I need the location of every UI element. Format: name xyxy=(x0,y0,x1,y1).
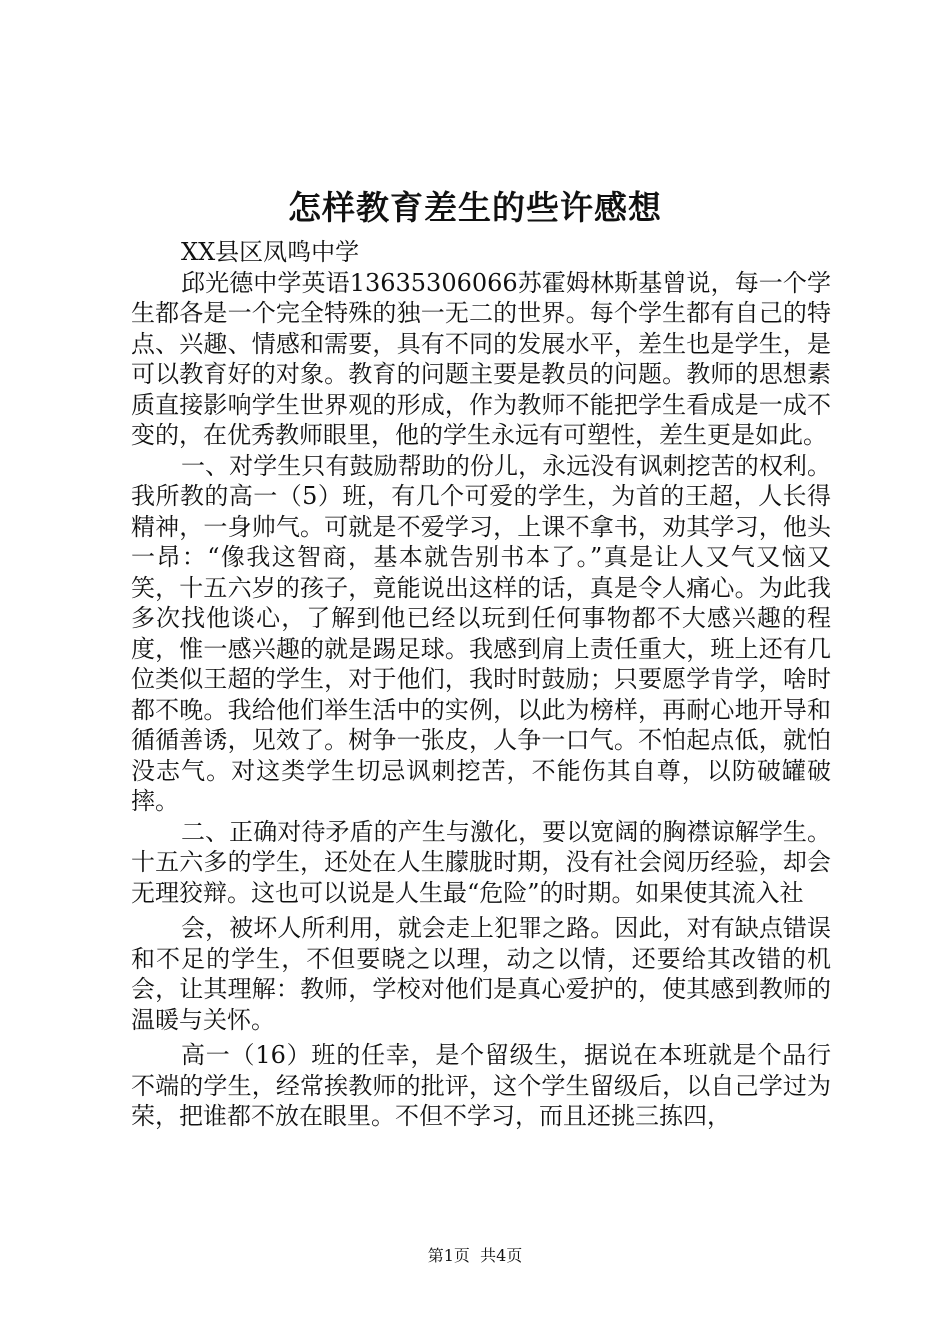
page-total: 共4页 xyxy=(480,1246,523,1265)
page-number: 第1页 xyxy=(427,1246,470,1265)
paragraph-section-two: 二、正确对待矛盾的产生与激化，要以宽阔的胸襟谅解学生。十五六多的学生，还处在人生朦胧时期，没有社会阅历经验，却会无理狡辩。这也可以说是人生最“危险”的时期。如果使其流入社 xyxy=(131,817,831,907)
paragraph-section-one: 一、对学生只有鼓励帮助的份儿，永远没有讽刺挖苦的权利。我所教的高一（5）班，有几个可爱的学生，为首的王超，人长得精神，一身帅气。可就是不爱学习，上课不拿书，劝其学习，他头一昂：“像我这智商，基本就告别书本了。”真是让人又气又恼又笑，十五六岁的孩子，竟能说出这样的话，真是令人痛心。为此我多次找他谈心，了解到他已经以玩到任何事物都不大感兴趣的程度，惟一感兴趣的就是踢足球。我感到肩上责任重大，班上还有几位类似王超的学生，对于他们，我时时鼓励；只要愿学肯学，啥时都不晚。我给他们举生活中的实例，以此为榜样，再耐心地开导和循循善诱，见效了。树争一张皮，人争一口气。不怕起点低，就怕没志气。对这类学生切忌讽刺挖苦，不能伤其自尊，以防破罐破摔。 xyxy=(131,451,831,815)
paragraph-example: 高一（16）班的任幸，是个留级生，据说在本班就是个品行不端的学生，经常挨教师的批评，这个学生留级后，以自己学过为荣，把谁都不放在眼里。不但不学习，而且还挑三拣四， xyxy=(131,1041,831,1130)
paragraph-intro: 邱光德中学英语13635306066苏霍姆林斯基曾说，每一个学生都各是一个完全特殊的独一无二的世界。每个学生都有自己的特点、兴趣、情感和需要，具有不同的发展水平，差生也是学生，是可以教育好的对象。教育的问题主要是教员的问题。教师的思想素质直接影响学生世界观的形成，作为教师不能把学生看成是一成不变的，在优秀教师眼里，他的学生永远有可塑性，差生更是如此。 xyxy=(131,268,831,449)
document-title: 怎样教育差生的些许感想 xyxy=(288,188,662,227)
author-line: XX县区凤鸣中学 xyxy=(181,238,360,266)
page-footer xyxy=(0,1244,950,1268)
paragraph-section-two-continued: 会，被坏人所利用，就会走上犯罪之路。因此，对有缺点错误和不足的学生，不但要晓之以理，动之以情，还要给其改错的机会，让其理解：教师，学校对他们是真心爱护的，使其感到教师的温暖与关怀。 xyxy=(131,914,831,1034)
document-body xyxy=(131,237,831,1132)
